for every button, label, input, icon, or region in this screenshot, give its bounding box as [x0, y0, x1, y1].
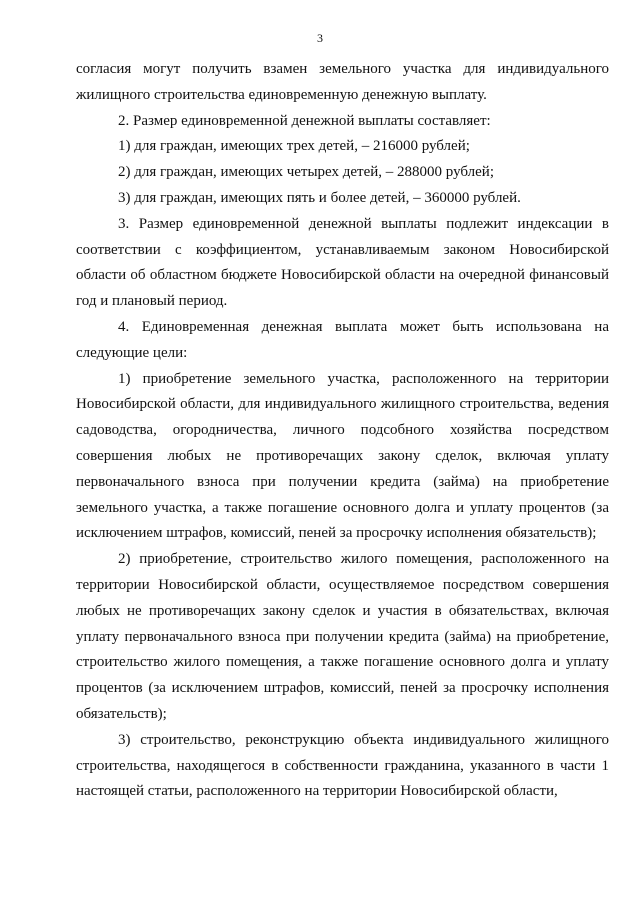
paragraph-subitem-4-3: 3) строительство, реконструкцию объекта индивидуального жилищного строительства, находящегося в собственности гражданина, указанного в части 1 настоящей статьи, расположенного на территории Новосибирской области, [76, 731, 609, 800]
paragraph-subitem-4-2: 2) приобретение, строительство жилого помещения, расположенного на территории Новосибирской области, осуществляемое посредством совершения любых не противоречащих закону сделок и участия в обязательствах, включая уплату первоначального взноса при получении кредита (займа) на приобретение, строительство жилого помещения, а также погашение основного долга и уплату процентов (за исключением штрафов, комиссий, пеней за просрочку исполнения обязательств); [76, 551, 609, 722]
document-body [76, 57, 609, 805]
paragraph-item-2: 2. Размер единовременной денежной выплаты составляет: [118, 112, 491, 129]
paragraph-item-4: 4. Единовременная денежная выплата может быть использована на следующие цели: [76, 318, 609, 361]
paragraph-subitem-4-1: 1) приобретение земельного участка, расположенного на территории Новосибирской области, для индивидуального жилищного строительства, ведения садоводства, огородничества, личного подсобного хозяйства посредством совершения любых не противоречащих закону сделок, включая уплату первоначального взноса при получении кредита (займа) на приобретение земельного участка, а также погашение основного долга и уплату процентов (за исключением штрафов, комиссий, пеней за просрочку исполнения обязательств); [76, 370, 609, 542]
page-number: 3 [317, 31, 323, 45]
paragraph-continuation: согласия могут получить взамен земельного участка для индивидуального жилищного строительства единовременную денежную выплату. [76, 61, 609, 103]
paragraph-subitem-2-1: 1) для граждан, имеющих трех детей, – 216000 рублей; [118, 138, 470, 155]
paragraph-subitem-2-3: 3) для граждан, имеющих пять и более детей, – 360000 рублей. [118, 189, 521, 206]
paragraph-subitem-2-2: 2) для граждан, имеющих четырех детей, – 288000 рублей; [118, 164, 494, 181]
paragraph-item-3: 3. Размер единовременной денежной выплаты подлежит индексации в соответствии с коэффициентом, устанавливаемым законом Новосибирской области об областном бюджете Новосибирской области на очередной финансовый год и плановый период. [76, 215, 609, 310]
